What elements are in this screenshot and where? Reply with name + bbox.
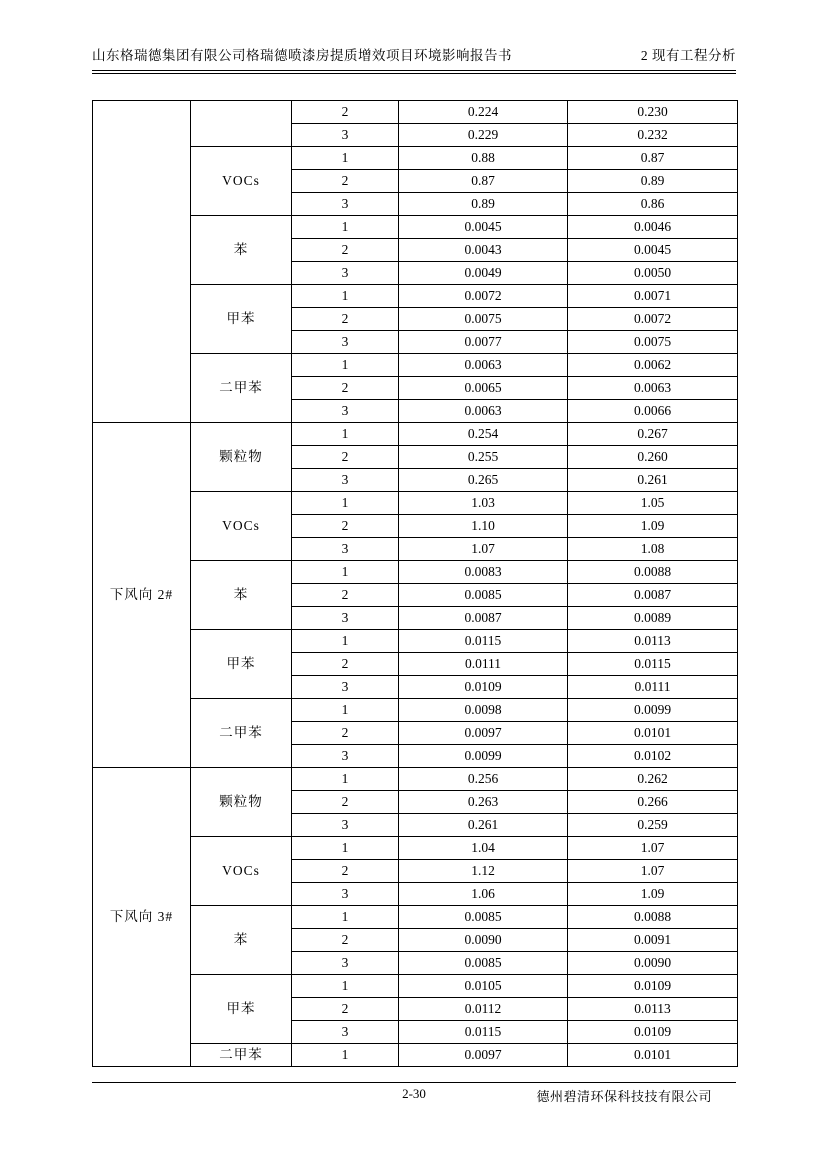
sample-no-cell: 1 [292,768,399,791]
value-cell-2: 0.0091 [568,929,738,952]
pollutant-cell: 苯 [191,216,292,285]
sample-no-cell: 2 [292,446,399,469]
pollutant-cell: 甲苯 [191,285,292,354]
value-cell-1: 0.224 [399,101,568,124]
sample-no-cell: 3 [292,331,399,354]
sample-no-cell: 1 [292,975,399,998]
sample-no-cell: 2 [292,998,399,1021]
site-cell: 下风向 2# [93,423,191,768]
value-cell-1: 0.0111 [399,653,568,676]
value-cell-1: 0.0085 [399,584,568,607]
sample-no-cell: 3 [292,400,399,423]
value-cell-1: 0.0098 [399,699,568,722]
value-cell-2: 0.262 [568,768,738,791]
page-header [92,44,736,74]
value-cell-1: 0.0049 [399,262,568,285]
sample-no-cell: 2 [292,377,399,400]
value-cell-2: 0.0115 [568,653,738,676]
value-cell-1: 0.0063 [399,354,568,377]
sample-no-cell: 1 [292,699,399,722]
value-cell-1: 1.12 [399,860,568,883]
value-cell-1: 0.0077 [399,331,568,354]
value-cell-2: 0.267 [568,423,738,446]
pollutant-cell: 二甲苯 [191,1044,292,1067]
sample-no-cell: 1 [292,147,399,170]
value-cell-1: 1.10 [399,515,568,538]
value-cell-1: 0.229 [399,124,568,147]
value-cell-1: 1.06 [399,883,568,906]
sample-no-cell: 2 [292,170,399,193]
value-cell-2: 1.07 [568,860,738,883]
page-footer [92,1082,736,1105]
value-cell-1: 0.0105 [399,975,568,998]
pollutant-cell: 二甲苯 [191,699,292,768]
pollutant-cell: 甲苯 [191,630,292,699]
value-cell-1: 0.0063 [399,400,568,423]
value-cell-2: 0.0088 [568,561,738,584]
sample-no-cell: 1 [292,285,399,308]
value-cell-2: 0.0099 [568,699,738,722]
sample-no-cell: 3 [292,814,399,837]
value-cell-1: 0.0099 [399,745,568,768]
value-cell-2: 0.0101 [568,722,738,745]
sample-no-cell: 3 [292,676,399,699]
pollutant-cell: 颗粒物 [191,768,292,837]
pollutant-cell: 甲苯 [191,975,292,1044]
sample-no-cell: 1 [292,423,399,446]
value-cell-1: 0.87 [399,170,568,193]
table-row [93,423,738,446]
sample-no-cell: 2 [292,101,399,124]
sample-no-cell: 1 [292,906,399,929]
value-cell-1: 0.0109 [399,676,568,699]
value-cell-2: 0.0113 [568,998,738,1021]
footer-company-name: 德州碧清环保科技技有限公司 [536,1089,712,1104]
sample-no-cell: 3 [292,124,399,147]
sample-no-cell: 2 [292,860,399,883]
value-cell-1: 0.261 [399,814,568,837]
value-cell-2: 0.0062 [568,354,738,377]
value-cell-1: 0.0115 [399,630,568,653]
value-cell-2: 0.261 [568,469,738,492]
value-cell-2: 0.259 [568,814,738,837]
value-cell-1: 0.0072 [399,285,568,308]
value-cell-2: 0.0088 [568,906,738,929]
value-cell-2: 0.0109 [568,975,738,998]
value-cell-2: 0.0113 [568,630,738,653]
value-cell-2: 0.0075 [568,331,738,354]
value-cell-2: 0.0045 [568,239,738,262]
value-cell-1: 0.88 [399,147,568,170]
monitoring-data-table [92,100,738,1067]
pollutant-cell: VOCs [191,492,292,561]
value-cell-1: 0.89 [399,193,568,216]
value-cell-1: 0.263 [399,791,568,814]
sample-no-cell: 1 [292,561,399,584]
value-cell-1: 1.03 [399,492,568,515]
value-cell-2: 0.0102 [568,745,738,768]
value-cell-1: 0.0115 [399,1021,568,1044]
value-cell-2: 1.09 [568,883,738,906]
sample-no-cell: 2 [292,653,399,676]
value-cell-2: 0.87 [568,147,738,170]
sample-no-cell: 3 [292,952,399,975]
pollutant-cell: VOCs [191,837,292,906]
value-cell-2: 0.0089 [568,607,738,630]
value-cell-2: 1.05 [568,492,738,515]
sample-no-cell: 3 [292,745,399,768]
value-cell-2: 0.232 [568,124,738,147]
sample-no-cell: 1 [292,837,399,860]
table-row [93,101,738,124]
value-cell-1: 0.0075 [399,308,568,331]
value-cell-1: 0.0065 [399,377,568,400]
pollutant-cell [191,101,292,147]
sample-no-cell: 1 [292,492,399,515]
sample-no-cell: 2 [292,929,399,952]
value-cell-1: 0.0083 [399,561,568,584]
value-cell-1: 0.0112 [399,998,568,1021]
value-cell-2: 0.0101 [568,1044,738,1067]
value-cell-1: 0.254 [399,423,568,446]
value-cell-1: 0.0045 [399,216,568,239]
value-cell-2: 0.0111 [568,676,738,699]
value-cell-2: 1.08 [568,538,738,561]
pollutant-cell: VOCs [191,147,292,216]
site-cell: 下风向 3# [93,768,191,1067]
value-cell-1: 0.0097 [399,722,568,745]
value-cell-1: 0.0090 [399,929,568,952]
sample-no-cell: 2 [292,722,399,745]
value-cell-2: 0.0071 [568,285,738,308]
value-cell-1: 0.0085 [399,906,568,929]
value-cell-2: 0.0090 [568,952,738,975]
sample-no-cell: 2 [292,584,399,607]
header-doc-title: 山东格瑞德集团有限公司格瑞德喷漆房提质增效项目环境影响报告书 [92,48,512,63]
value-cell-1: 1.04 [399,837,568,860]
sample-no-cell: 3 [292,469,399,492]
value-cell-2: 0.0087 [568,584,738,607]
value-cell-2: 0.89 [568,170,738,193]
page-number: 2-30 [402,1086,426,1101]
sample-no-cell: 3 [292,193,399,216]
pollutant-cell: 苯 [191,906,292,975]
value-cell-2: 0.0046 [568,216,738,239]
value-cell-1: 0.0043 [399,239,568,262]
value-cell-2: 0.260 [568,446,738,469]
value-cell-1: 0.0097 [399,1044,568,1067]
sample-no-cell: 3 [292,883,399,906]
value-cell-1: 0.0085 [399,952,568,975]
sample-no-cell: 2 [292,791,399,814]
value-cell-1: 0.255 [399,446,568,469]
pollutant-cell: 苯 [191,561,292,630]
sample-no-cell: 1 [292,354,399,377]
sample-no-cell: 3 [292,262,399,285]
value-cell-2: 0.266 [568,791,738,814]
sample-no-cell: 2 [292,239,399,262]
value-cell-2: 1.09 [568,515,738,538]
sample-no-cell: 2 [292,308,399,331]
value-cell-1: 0.256 [399,768,568,791]
value-cell-1: 0.0087 [399,607,568,630]
value-cell-1: 0.265 [399,469,568,492]
value-cell-2: 0.86 [568,193,738,216]
pollutant-cell: 颗粒物 [191,423,292,492]
pollutant-cell: 二甲苯 [191,354,292,423]
value-cell-2: 1.07 [568,837,738,860]
sample-no-cell: 2 [292,515,399,538]
value-cell-2: 0.0050 [568,262,738,285]
table-row [93,768,738,791]
value-cell-2: 0.0072 [568,308,738,331]
sample-no-cell: 1 [292,630,399,653]
sample-no-cell: 3 [292,1021,399,1044]
site-cell [93,101,191,423]
sample-no-cell: 3 [292,607,399,630]
header-chapter-title: 2 现有工程分析 [640,48,736,63]
sample-no-cell: 3 [292,538,399,561]
sample-no-cell: 1 [292,216,399,239]
value-cell-2: 0.0063 [568,377,738,400]
value-cell-2: 0.0066 [568,400,738,423]
value-cell-2: 0.0109 [568,1021,738,1044]
value-cell-2: 0.230 [568,101,738,124]
value-cell-1: 1.07 [399,538,568,561]
sample-no-cell: 1 [292,1044,399,1067]
